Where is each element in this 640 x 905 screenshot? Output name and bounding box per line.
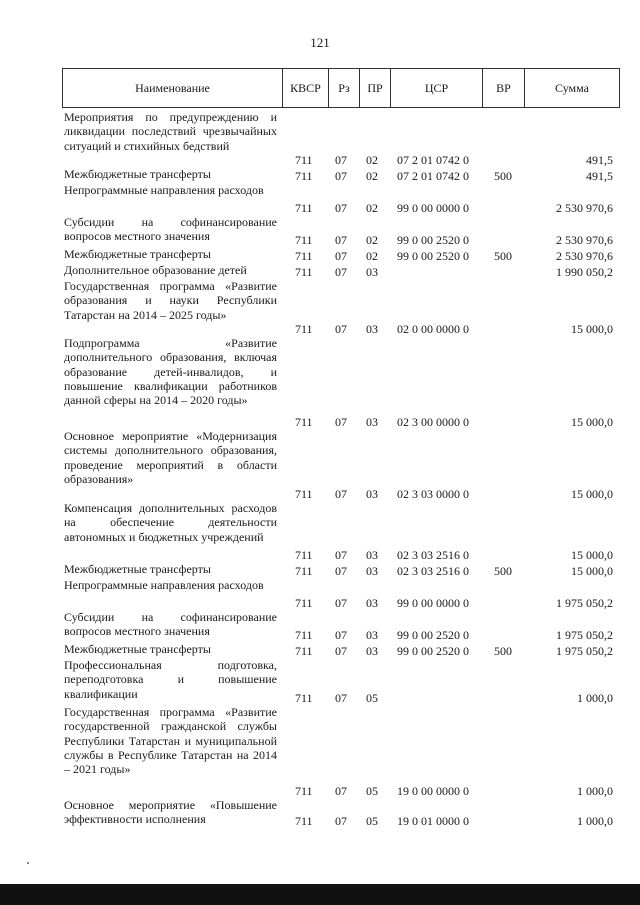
row-csr: 02 3 03 2516 0 — [397, 563, 469, 578]
row-rz: 07 — [335, 547, 347, 562]
row-sum: 15 000,0 — [571, 547, 613, 562]
row-kvsr: 711 — [295, 547, 313, 562]
table-row — [0, 279, 640, 336]
row-sum: 1 000,0 — [577, 690, 613, 705]
row-sum: 1 990 050,2 — [556, 264, 613, 279]
row-kvsr: 711 — [295, 486, 313, 501]
row-csr: 19 0 00 0000 0 — [397, 783, 469, 798]
row-sum: 15 000,0 — [571, 414, 613, 429]
table-row — [0, 562, 640, 578]
table-row — [0, 263, 640, 279]
row-csr: 07 2 01 0742 0 — [397, 168, 469, 183]
row-name: Основное мероприятие «Повышение эффективности исполнения — [64, 798, 277, 827]
row-kvsr: 711 — [295, 248, 313, 263]
row-sum: 1 000,0 — [577, 813, 613, 828]
table-row — [0, 215, 640, 247]
row-rz: 07 — [335, 783, 347, 798]
row-pr: 02 — [366, 248, 378, 263]
row-pr: 02 — [366, 232, 378, 247]
row-rz: 07 — [335, 264, 347, 279]
row-rz: 07 — [335, 595, 347, 610]
row-csr: 02 3 00 0000 0 — [397, 414, 469, 429]
row-sum: 2 530 970,6 — [556, 232, 613, 247]
row-rz: 07 — [335, 200, 347, 215]
row-name: Непрограммные направления расходов — [64, 578, 264, 592]
table-row — [0, 336, 640, 429]
row-rz: 07 — [335, 248, 347, 263]
row-rz: 07 — [335, 152, 347, 167]
row-vr: 500 — [494, 563, 512, 578]
row-vr: 500 — [494, 248, 512, 263]
header-vr: ВР — [482, 69, 524, 107]
row-pr: 02 — [366, 152, 378, 167]
row-sum: 1 975 050,2 — [556, 643, 613, 658]
row-rz: 07 — [335, 813, 347, 828]
header-kvsr: КВСР — [282, 69, 328, 107]
row-name: Межбюджетные трансферты — [64, 167, 211, 181]
row-kvsr: 711 — [295, 643, 313, 658]
table-row — [0, 183, 640, 215]
row-csr: 99 0 00 2520 0 — [397, 627, 469, 642]
row-sum: 15 000,0 — [571, 321, 613, 336]
row-sum: 2 530 970,6 — [556, 248, 613, 263]
table-row — [0, 167, 640, 183]
row-pr: 02 — [366, 200, 378, 215]
row-pr: 03 — [366, 414, 378, 429]
row-name: Субсидии на софинансирование вопросов местного значения — [64, 610, 277, 639]
header-sum: Сумма — [524, 69, 619, 107]
row-pr: 03 — [366, 321, 378, 336]
row-pr: 03 — [366, 264, 378, 279]
table-row — [0, 578, 640, 610]
row-pr: 03 — [366, 547, 378, 562]
row-rz: 07 — [335, 232, 347, 247]
page-number: 121 — [310, 35, 330, 50]
row-csr: 99 0 00 2520 0 — [397, 643, 469, 658]
row-sum: 491,5 — [586, 168, 613, 183]
row-kvsr: 711 — [295, 783, 313, 798]
row-rz: 07 — [335, 321, 347, 336]
table-body — [0, 110, 640, 828]
row-csr: 99 0 00 0000 0 — [397, 595, 469, 610]
row-csr: 02 3 03 2516 0 — [397, 547, 469, 562]
row-name: Межбюджетные трансферты — [64, 642, 211, 656]
row-sum: 1 975 050,2 — [556, 627, 613, 642]
row-name: Компенсация дополнительных расходов на обеспечение деятельности автономных и бюджетных учреждений — [64, 501, 277, 544]
row-kvsr: 711 — [295, 414, 313, 429]
row-pr: 05 — [366, 813, 378, 828]
row-name: Профессиональная подготовка, переподготовка и повышение квалификации — [64, 658, 277, 701]
row-pr: 05 — [366, 783, 378, 798]
row-name: Мероприятия по предупреждению и ликвидации последствий чрезвычайных ситуаций и стихийных бедствий — [64, 110, 277, 153]
table-row — [0, 705, 640, 798]
row-name: Межбюджетные трансферты — [64, 247, 211, 261]
table-row — [0, 610, 640, 642]
row-csr: 19 0 01 0000 0 — [397, 813, 469, 828]
row-csr: 99 0 00 0000 0 — [397, 200, 469, 215]
row-sum: 15 000,0 — [571, 563, 613, 578]
row-pr: 03 — [366, 643, 378, 658]
row-csr: 07 2 01 0742 0 — [397, 152, 469, 167]
row-pr: 03 — [366, 486, 378, 501]
row-csr: 02 3 03 0000 0 — [397, 486, 469, 501]
row-kvsr: 711 — [295, 232, 313, 247]
row-name: Межбюджетные трансферты — [64, 562, 211, 576]
row-rz: 07 — [335, 627, 347, 642]
row-name: Дополнительное образование детей — [64, 263, 247, 277]
row-pr: 02 — [366, 168, 378, 183]
row-pr: 03 — [366, 595, 378, 610]
row-sum: 1 000,0 — [577, 783, 613, 798]
row-rz: 07 — [335, 643, 347, 658]
row-sum: 2 530 970,6 — [556, 200, 613, 215]
row-rz: 07 — [335, 563, 347, 578]
row-kvsr: 711 — [295, 813, 313, 828]
scan-speck — [27, 862, 29, 864]
row-kvsr: 711 — [295, 627, 313, 642]
row-name: Государственная программа «Развитие государственной гражданской службы Республики Татарстан и муниципальной службы в Республике Татарстан на 2014 – 2021 годы» — [64, 705, 277, 777]
row-rz: 07 — [335, 414, 347, 429]
row-pr: 05 — [366, 690, 378, 705]
row-rz: 07 — [335, 168, 347, 183]
row-kvsr: 711 — [295, 152, 313, 167]
row-kvsr: 711 — [295, 595, 313, 610]
row-kvsr: 711 — [295, 563, 313, 578]
row-name: Государственная программа «Развитие образования и науки Республики Татарстан на 2014 – 2025 годы» — [64, 279, 277, 322]
row-sum: 1 975 050,2 — [556, 595, 613, 610]
table-row — [0, 110, 640, 167]
table-row — [0, 798, 640, 828]
row-kvsr: 711 — [295, 168, 313, 183]
row-csr: 99 0 00 2520 0 — [397, 232, 469, 247]
row-pr: 03 — [366, 627, 378, 642]
row-vr: 500 — [494, 168, 512, 183]
table-row — [0, 642, 640, 658]
row-csr: 99 0 00 2520 0 — [397, 248, 469, 263]
row-kvsr: 711 — [295, 321, 313, 336]
scan-edge-bar — [0, 884, 640, 905]
row-sum: 15 000,0 — [571, 486, 613, 501]
row-csr: 02 0 00 0000 0 — [397, 321, 469, 336]
header-rz: Рз — [328, 69, 359, 107]
header-pr: ПР — [359, 69, 390, 107]
table-row — [0, 501, 640, 562]
table-row — [0, 247, 640, 263]
header-name: Наименование — [135, 81, 210, 95]
table-row — [0, 658, 640, 705]
row-name: Основное мероприятие «Модернизация системы дополнительного образования, проведение мероприятий в области образования» — [64, 429, 277, 486]
row-sum: 491,5 — [586, 152, 613, 167]
row-kvsr: 711 — [295, 690, 313, 705]
row-name: Субсидии на софинансирование вопросов местного значения — [64, 215, 277, 244]
row-kvsr: 711 — [295, 200, 313, 215]
table-row — [0, 429, 640, 501]
header-csr: ЦСР — [390, 69, 482, 107]
row-pr: 03 — [366, 563, 378, 578]
row-kvsr: 711 — [295, 264, 313, 279]
row-name: Подпрограмма «Развитие дополнительного образования, включая образование детей-инвалидов, и повышение квалификации работников данной сферы на 2014 – 2020 годы» — [64, 336, 277, 408]
row-name: Непрограммные направления расходов — [64, 183, 264, 197]
row-rz: 07 — [335, 486, 347, 501]
row-rz: 07 — [335, 690, 347, 705]
row-vr: 500 — [494, 643, 512, 658]
table-header — [62, 68, 620, 108]
